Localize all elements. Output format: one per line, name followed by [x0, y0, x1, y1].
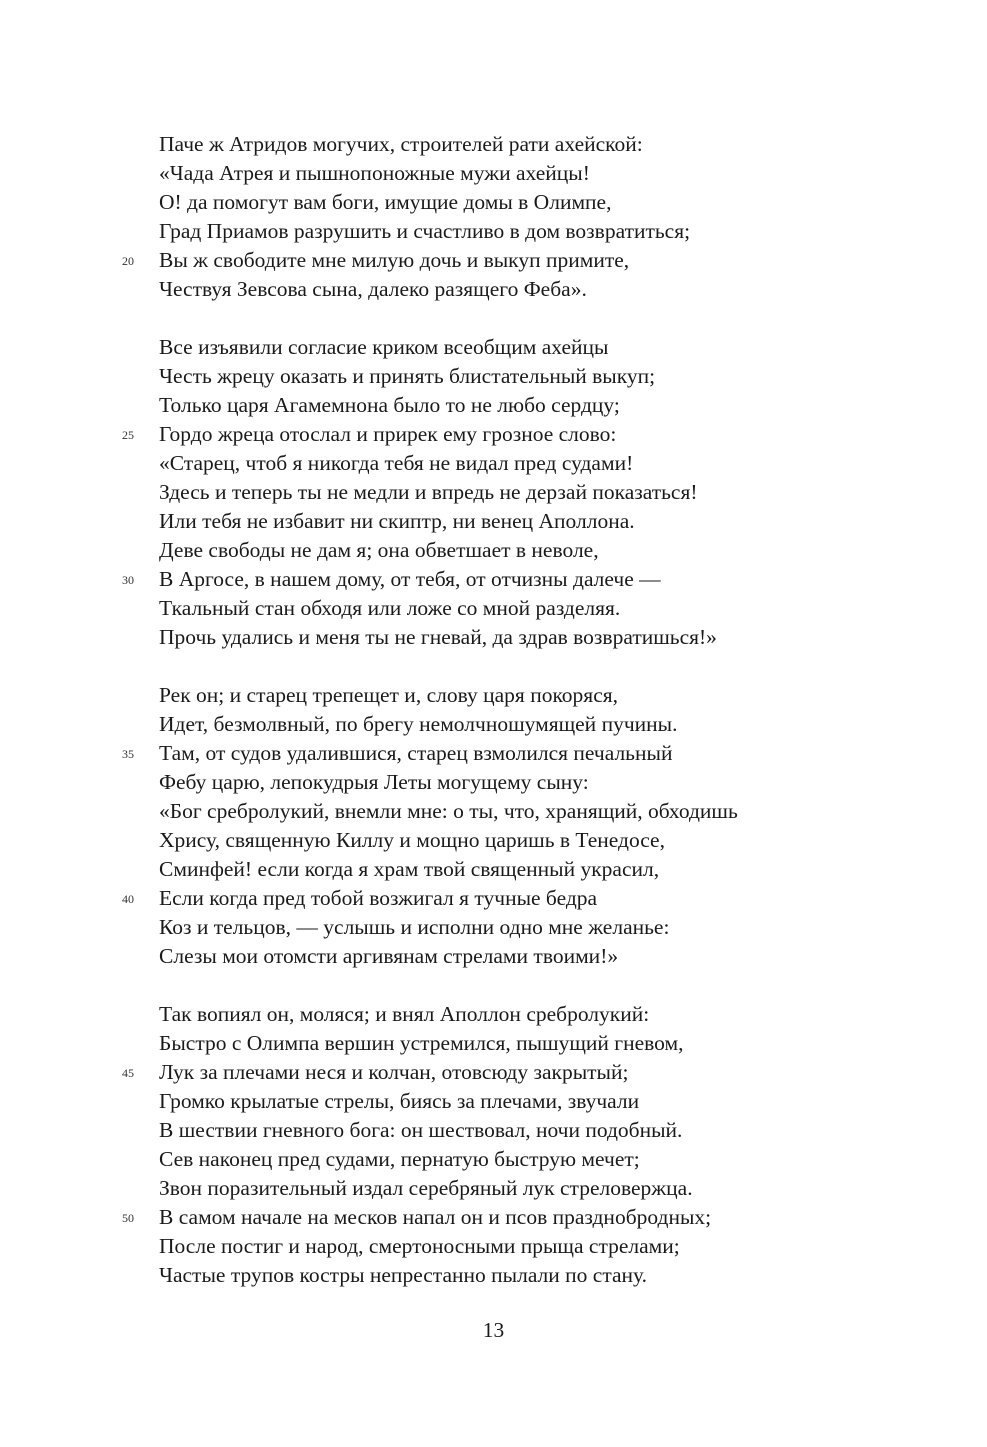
verse-line [0, 826, 987, 855]
verse-text: В самом начале на месков напал он и псов празднобродных; [159, 1205, 712, 1229]
verse-line [0, 1000, 987, 1029]
verse-line [0, 913, 987, 942]
verse-line [0, 1145, 987, 1174]
verse-text: О! да помогут вам боги, имущие домы в Олимпе, [159, 190, 612, 214]
stanza [0, 1000, 987, 1290]
verse-text: Град Приамов разрушить и счастливо в дом возвратиться; [159, 219, 691, 243]
verse-line [0, 1058, 987, 1087]
verse-line [0, 130, 987, 159]
stanza [0, 130, 987, 304]
verse-text: Лук за плечами неся и колчан, отовсюду закрытый; [159, 1060, 629, 1084]
verse-text: Громко крылатые стрелы, биясь за плечами, звучали [159, 1089, 640, 1113]
page-number: 13 [482, 1318, 505, 1342]
verse-text: Рек он; и старец трепещет и, слову царя покоряся, [159, 683, 618, 707]
verse-line [0, 1261, 987, 1290]
verse-text: Чествуя Зевсова сына, далеко разящего Феба». [159, 277, 587, 301]
verse-line [0, 420, 987, 449]
verse-line [0, 391, 987, 420]
verse-line [0, 565, 987, 594]
stanza [0, 681, 987, 971]
verse-text: Только царя Агамемнона было то не любо сердцу; [159, 393, 620, 417]
verse-text: Слезы мои отомсти аргивянам стрелами твоими!» [159, 944, 619, 968]
verse-line [0, 507, 987, 536]
verse-text: Честь жрецу оказать и принять блистательный выкуп; [159, 364, 656, 388]
verse-line [0, 739, 987, 768]
verse-text: Быстро с Олимпа вершин устремился, пышущий гневом, [159, 1031, 684, 1055]
verse-line [0, 246, 987, 275]
poem-body [0, 130, 987, 1319]
verse-text: Здесь и теперь ты не медли и впредь не дерзай показаться! [159, 480, 698, 504]
verse-text: Или тебя не избавит ни скиптр, ни венец Аполлона. [159, 509, 635, 533]
verse-text: После постиг и народ, смертоносными прыща стрелами; [159, 1234, 680, 1258]
verse-text: Гордо жреца отослал и прирек ему грозное слово: [159, 422, 617, 446]
verse-line [0, 768, 987, 797]
verse-text: «Старец, чтоб я никогда тебя не видал пред судами! [159, 451, 634, 475]
verse-line [0, 333, 987, 362]
verse-line [0, 478, 987, 507]
verse-text: Там, от судов удалившися, старец взмолился печальный [159, 741, 673, 765]
verse-line [0, 275, 987, 304]
verse-text: Коз и тельцов, — услышь и исполни одно мне желанье: [159, 915, 670, 939]
verse-text: Прочь удались и меня ты не гневай, да здрав возвратишься!» [159, 625, 717, 649]
verse-text: Хрису, священную Киллу и мощно царишь в Тенедосе, [159, 828, 665, 852]
verse-line [0, 681, 987, 710]
verse-line [0, 1232, 987, 1261]
verse-text: Деве свободы не дам я; она обветшает в неволе, [159, 538, 599, 562]
line-number: 30 [122, 573, 134, 587]
line-number: 20 [122, 254, 134, 268]
verse-text: «Бог сребролукий, внемли мне: о ты, что, хранящий, обходишь [159, 799, 738, 823]
stanza [0, 333, 987, 652]
verse-line [0, 159, 987, 188]
verse-text: Звон поразительный издал серебряный лук стреловержца. [159, 1176, 693, 1200]
verse-line [0, 1116, 987, 1145]
verse-line [0, 217, 987, 246]
verse-text: Частые трупов костры непрестанно пылали по стану. [159, 1263, 648, 1287]
line-number: 35 [122, 747, 134, 761]
verse-text: Ткальный стан обходя или ложе со мной разделяя. [159, 596, 621, 620]
verse-line [0, 710, 987, 739]
verse-line [0, 1203, 987, 1232]
verse-text: В шествии гневного бога: он шествовал, ночи подобный. [159, 1118, 683, 1142]
verse-line [0, 884, 987, 913]
verse-line [0, 362, 987, 391]
verse-text: Так вопиял он, моляся; и внял Аполлон сребролукий: [159, 1002, 650, 1026]
verse-text: В Аргосе, в нашем дому, от тебя, от отчизны далече — [159, 567, 661, 591]
line-number: 45 [122, 1066, 134, 1080]
verse-text: Идет, безмолвный, по брегу немолчношумящей пучины. [159, 712, 678, 736]
verse-line [0, 797, 987, 826]
line-number: 50 [122, 1211, 134, 1225]
verse-text: Вы ж свободите мне милую дочь и выкуп примите, [159, 248, 630, 272]
verse-text: Сминфей! если когда я храм твой священный украсил, [159, 857, 660, 881]
verse-line [0, 594, 987, 623]
verse-text: Все изъявили согласие криком всеобщим ахейцы [159, 335, 609, 359]
verse-line [0, 449, 987, 478]
verse-line [0, 1087, 987, 1116]
verse-line [0, 623, 987, 652]
verse-text: Сев наконец пред судами, пернатую быструю мечет; [159, 1147, 640, 1171]
verse-line [0, 188, 987, 217]
verse-text: Паче ж Атридов могучих, строителей рати ахейской: [159, 132, 643, 156]
verse-text: «Чада Атрея и пышнопоножные мужи ахейцы! [159, 161, 590, 185]
verse-line [0, 1029, 987, 1058]
line-number: 25 [122, 428, 134, 442]
verse-text: Если когда пред тобой возжигал я тучные бедра [159, 886, 598, 910]
verse-text: Фебу царю, лепокудрыя Леты могущему сыну: [159, 770, 589, 794]
verse-line [0, 855, 987, 884]
verse-line [0, 1174, 987, 1203]
verse-line [0, 536, 987, 565]
line-number: 40 [122, 892, 134, 906]
verse-line [0, 942, 987, 971]
